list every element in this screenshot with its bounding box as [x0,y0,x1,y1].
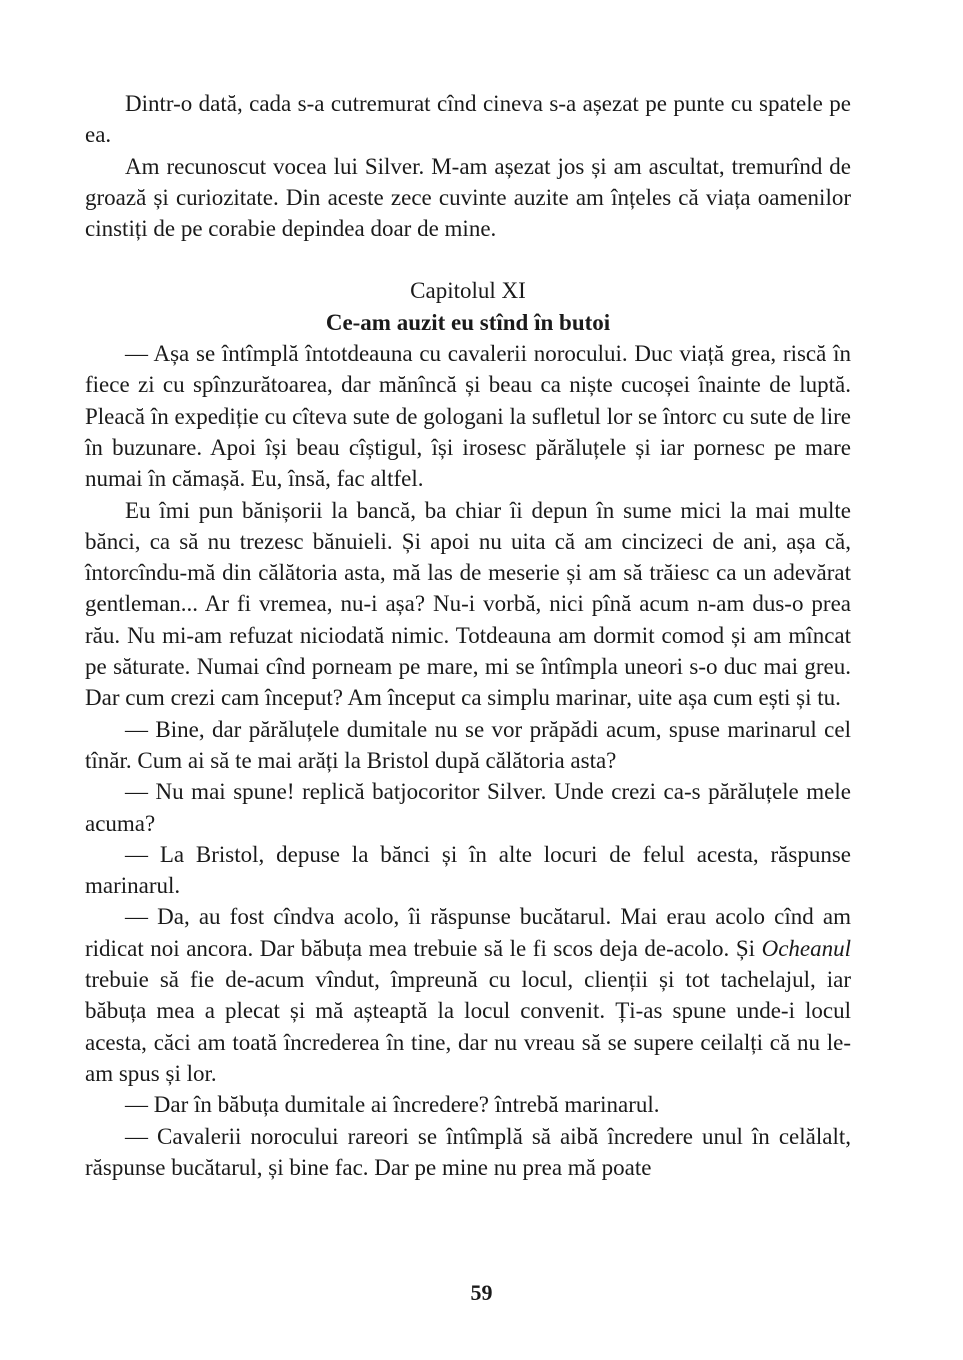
paragraph: Am recunoscut vocea lui Silver. M-am așezat jos și am ascultat, tremurînd de groază și curiozitate. Din aceste zece cuvinte auzite am înțeles că viața oamenilor cinstiți de pe corabie depindea doar de mine. [85,153,851,242]
italic-word: Ocheanul [761,935,851,961]
paragraph-text: trebuie să fie de-acum vîndut, împreună cu locul, clienții și tot tachelajul, iar băbuța mea a plecat și mă așteaptă la locul convenit. Ți-as spune unde-i locul acesta, căci am toată încrederea în tine, dar nu vreau să se supere ceilalți că nu le-am spus și lor. [85,967,851,1086]
paragraph: — Nu mai spune! replică batjocoritor Silver. Unde crezi ca-s părăluțele mele acuma? [85,779,851,836]
paragraph: — Bine, dar părăluțele dumitale nu se vor prăpădi acum, spuse marinarul cel tînăr. Cum ai să te mai arăți la Bristol după călătoria asta? [85,716,851,773]
paragraph: — Dar în băbuța dumitale ai încredere? întrebă marinarul. [125,1092,660,1118]
paragraph: — Cavalerii norocului rareori se întîmplă să aibă încredere unul în celălalt, răspunse bucătarul, și bine fac. Dar pe mine nu prea mă poate [85,1123,851,1180]
paragraph-text: — Da, au fost cîndva acolo, îi răspunse bucătarul. Mai erau acolo cînd am ridicat noi ancora. Dar băbuța mea trebuie să le fi scos deja de-acolo. Și [85,904,851,961]
chapter-title: Ce-am auzit eu stînd în butoi [325,309,611,335]
paragraph: — Așa se întîmplă întotdeauna cu cavalerii norocului. Duc viață grea, riscă în fiece zi cu spînzurătoarea, dar mănîncă și beau ca niște cucoșei înainte de luptă. Pleacă în expediție cu cîteva sute de gologani la sufletul lor se întorc cu sute de lire în buzunare. Apoi își beau cîștigul, își irosesc părăluțele și iar pornesc pe mare numai în cămașă. Eu, însă, fac altfel. [85,341,851,492]
chapter-number: Capitolul XI [410,278,526,304]
page-number: 59 [470,1280,493,1305]
spacer [85,244,851,275]
paragraph-ocheanul [85,901,851,1089]
page-text [85,88,851,1183]
paragraph: — La Bristol, depuse la bănci și în alte locuri de felul acesta, răspunse marinarul. [85,841,851,899]
paragraph: Eu îmi pun bănișorii la bancă, ba chiar îi depun în sume mici la mai multe bănci, ca să nu trezesc bănuieli. Și apoi nu uita că am cincizeci de ani, așa că, întorcîndu-mă din călătoria asta, mă las de meserie și am să trăiesc ca un adevărat gentleman... Ar fi vremea, nu-i așa? Nu-i vorbă, nici pînă acum n-am dus-o prea rău. Nu mi-am refuzat niciodată nimic. Totdeauna am dormit comod și am mîncat pe săturate. Numai cînd porneam pe mare, mi se întîmpla uneori s-o duc mai greu. Dar cum crezi cam început? Am început ca simplu marinar, uite așa cum ești și tu. [85,497,851,711]
paragraph: Dintr-o dată, cada s-a cutremurat cînd cineva s-a așezat pe punte cu spatele pe ea. [85,91,851,148]
